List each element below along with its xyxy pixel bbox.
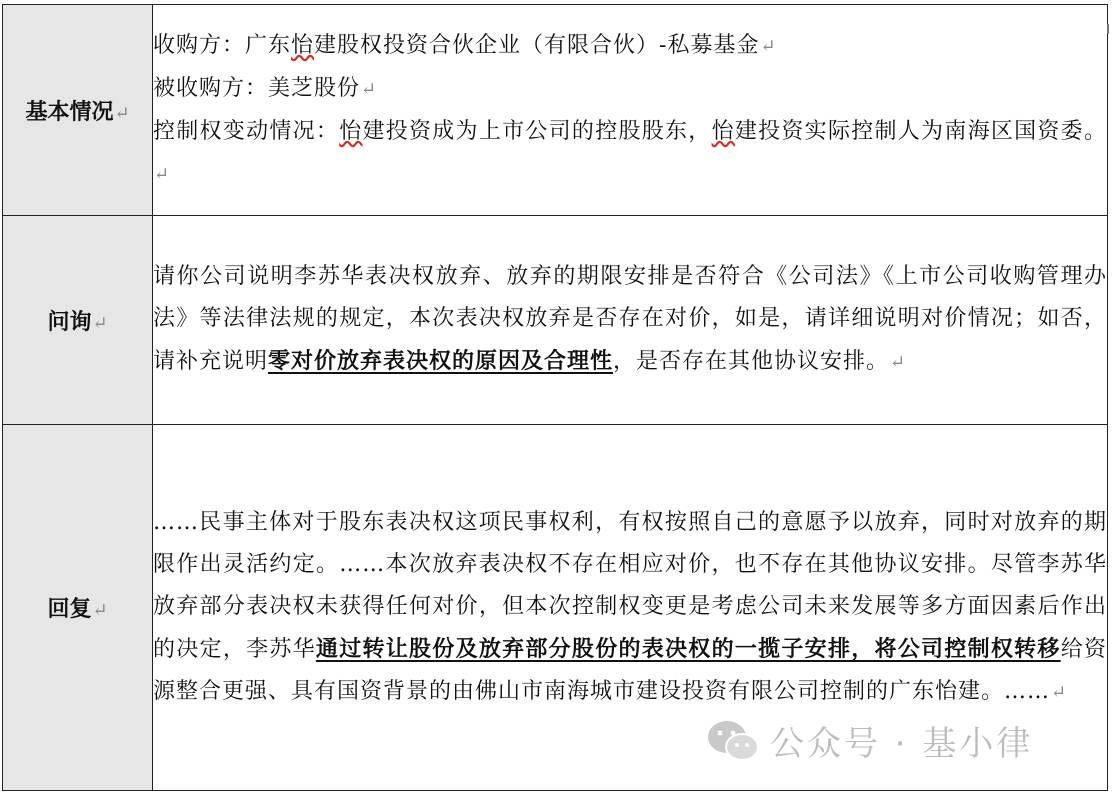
row-label-inquiry: 问询↵: [3, 216, 153, 425]
paragraph: [153, 111, 1107, 196]
paragraph: [153, 68, 1107, 111]
row-basic-info: [3, 5, 1108, 216]
text-segment: 请你公司说明李苏华表决权放弃、放弃的期限安排是否符合《公司法》《上市公司收购管理办法》等法律法规的规定，本次表决权放弃是否存在对价，如是，请详细说明对价情况；如否，请补充说明: [153, 264, 1107, 374]
text-segment: 收购方：广东: [153, 32, 292, 58]
paragraph: [153, 25, 1107, 68]
text-segment: 建投资实际控制人为南海区国资委。: [734, 118, 1107, 144]
row-label-reply: 回复↵: [3, 425, 153, 791]
row-content-inquiry: [153, 216, 1108, 425]
text-segment: 被收购方：美芝股份: [153, 75, 361, 101]
text-segment: 给资源整合更强、具有国资背景的由佛山市南海城市建设投资有限公司控制的广东怡建。……: [153, 636, 1107, 704]
return-mark-icon: ↵: [361, 78, 378, 100]
return-mark-icon: ↵: [154, 163, 171, 185]
text-segment: ，是否存在其他协议安排。: [613, 349, 890, 374]
text-segment: 建股权投资合伙企业（有限合伙）-私募基金: [314, 32, 760, 58]
watermark-text: 公众号 · 基小律: [770, 724, 1034, 764]
return-mark-icon: ↵: [1051, 681, 1068, 703]
page-edge-mark: [1107, 24, 1113, 34]
wechat-logo-icon: [706, 718, 760, 764]
document-table: [2, 4, 1108, 791]
paragraph: [153, 256, 1107, 384]
text-segment: ……民事主体对于股东表决权这项民事权利，有权按照自己的意愿予以放弃，同时对放弃的期限作出灵活约定。……本次放弃表决权不存在相应对价，也不存在其他协议安排。尽管李苏华放弃部分表决权未获得任何对价，但本次控制权变更是考虑公司未来发展等多方面因素后作出的决定，李苏华: [153, 509, 1107, 662]
emphasized-text: 零对价放弃表决权的原因及合理性: [268, 348, 614, 374]
emphasized-text: 通过转让股份及放弃部分股份的表决权的一揽子安排，将公司控制权转移: [315, 635, 1061, 662]
text-segment: 怡: [339, 118, 363, 144]
text-segment: 建投资成为上市公司的控股股东，: [362, 118, 712, 144]
row-content-basic-info: [153, 5, 1108, 216]
text-segment: 怡: [711, 118, 735, 144]
row-label-basic-info: 基本情况↵: [3, 5, 153, 216]
return-mark-icon: ↵: [760, 35, 777, 57]
return-mark-icon: ↵: [890, 352, 907, 373]
watermark: [706, 716, 1033, 765]
paragraph: [153, 502, 1107, 714]
text-segment: 控制权变动情况：: [153, 118, 340, 144]
row-inquiry: [3, 216, 1108, 425]
text-segment: 怡: [291, 32, 315, 58]
